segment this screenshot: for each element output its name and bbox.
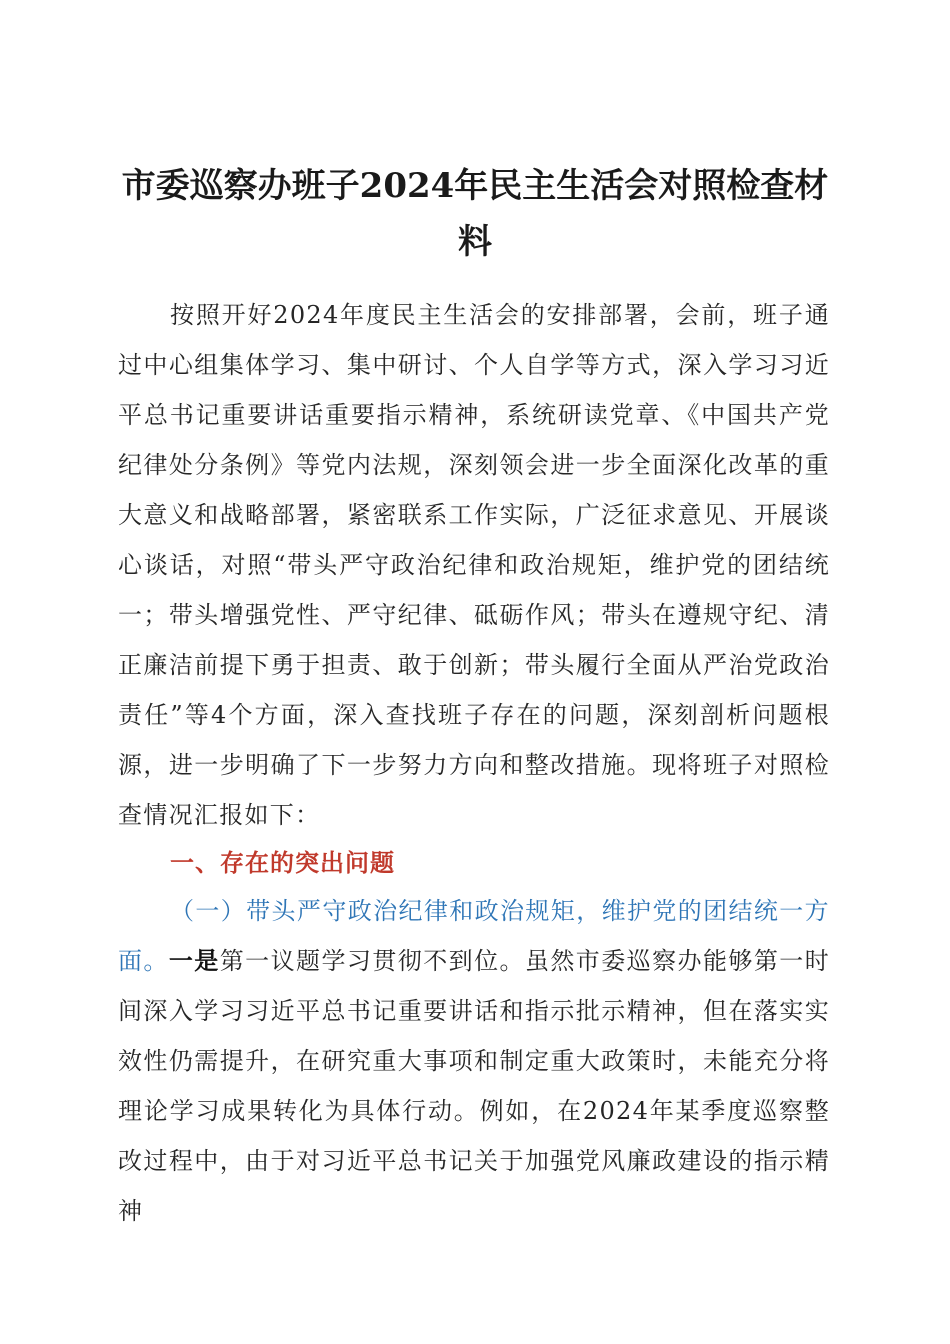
document-title: 市委巡察办班子2024年民主生活会对照检查材料 <box>121 166 829 262</box>
intro-paragraph: 按照开好2024年度民主生活会的安排部署，会前，班子通过中心组集体学习、集中研讨、个人自学等方式，深入学习习近平总书记重要讲话重要指示精神，系统研读党章、《中国共产党纪律处分条例》等党内法规，深刻领会进一步全面深化改革的重大意义和战略部署，紧密联系工作实际，广泛征求意见、开展谈心谈话，对照“带头严守政治纪律和政治规矩，维护党的团结统一；带头增强党性、严守纪律、砥砺作风；带头在遵规守纪、清正廉洁前提下勇于担责、敢于创新；带头履行全面从严治党政治责任”等4个方面，深入查找班子存在的问题，深刻剖析问题根源，进一步明确了下一步努力方向和整改措施。现将班子对照检查情况汇报如下： <box>118 301 830 829</box>
subsection-heading: （一）带头严守政治纪律和政治规矩，维护党的团结统一方面。 <box>118 897 830 975</box>
section-heading-problems: 一、存在的突出问题 <box>170 849 395 877</box>
point-text: 第一议题学习贯彻不到位。虽然市委巡察办能够第一时间深入学习习近平总书记重要讲话和指示批示精神，但在落实实效性仍需提升，在研究重大事项和制定重大政策时，未能充分将理论学习成果转化为具体行动。例如，在2024年某季度巡察整改过程中，由于对习近平总书记关于加强党风廉政建设的指示精神 <box>118 947 830 1225</box>
point-lead: 一是 <box>168 946 220 975</box>
subsection-paragraph <box>118 886 830 1236</box>
